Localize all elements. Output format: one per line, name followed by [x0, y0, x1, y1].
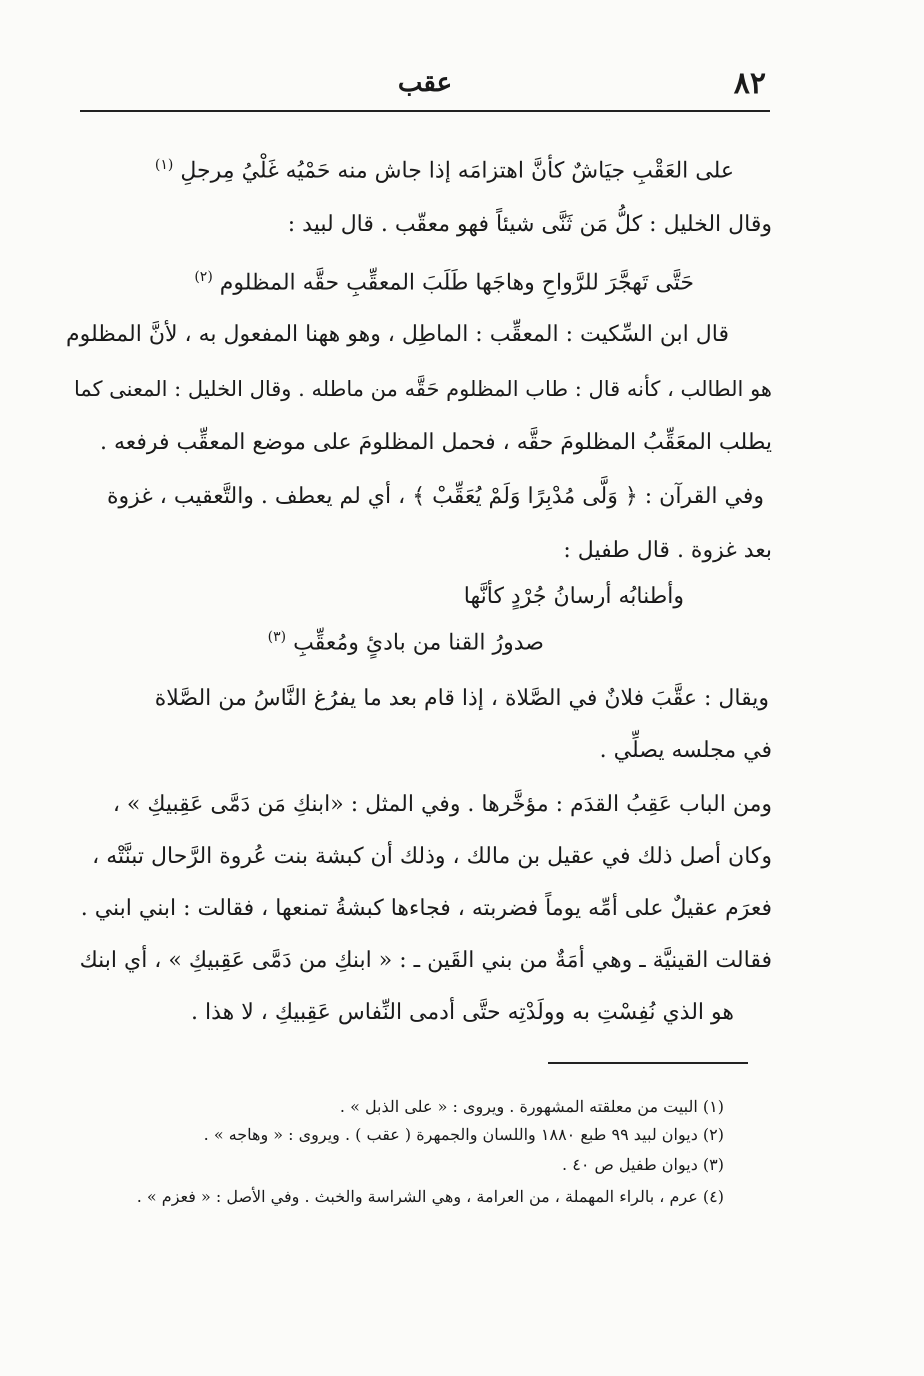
text-line: وفي القرآن : ﴿ وَلَّى مُدْبِرًا وَلَمْ يُعَقِّبْ ﴾ ، أي لم يعطف . والتَّعقيب ، غزوة [106, 484, 764, 509]
footnote-mark: (٢) [194, 269, 213, 285]
footnote-mark: (٣) [267, 629, 287, 645]
text-line: هو الذي نُفِسْتِ به وولَدْتِه حتَّى أدمى النِّفاس عَقِبيكِ ، لا هذا . [190, 1000, 734, 1025]
text-line: يطلب المعَقِّبُ المظلومَ حقَّه ، فحمل المظلومَ على موضع المعقِّب فرفعه . [99, 430, 772, 455]
header-rule [80, 110, 770, 112]
text-line: قال ابن السِّكيت : المعقِّب : الماطِل ، وهو ههنا المفعول به ، لأنَّ المظلوم [65, 322, 729, 347]
verse-line: حَتَّى تَهجَّرَ للرَّواحِ وهاجَها طَلَبَ المعقِّبِ حقَّه المظلوم $^{(٢)}$ [194, 269, 694, 296]
footnote: (٢) ديوان لبيد ٩٩ طبع ١٨٨٠ واللسان والجمهرة ( عقب ) . ويروى : « وهاجه » . [203, 1125, 724, 1144]
page-number: ٨٢ [733, 66, 766, 101]
running-title: عقب [397, 68, 453, 98]
text-line: في مجلسه يصلِّي . [599, 738, 772, 763]
page-header [80, 62, 770, 106]
text-line: ومن الباب عَقِبُ القدَم : مؤخَّرها . وفي المثل : «ابنكِ مَن دَمَّى عَقِبيكِ » ، [112, 792, 772, 817]
text-line: وكان أصل ذلك في عقيل بن مالك ، وذلك أن كبشة بنت عُروة الرَّحال تبنَّتْه ، [92, 844, 772, 869]
text-line: بعد غزوة . قال طفيل : [563, 538, 772, 563]
footnote-mark: (١) [154, 157, 174, 173]
footnote: (٣) ديوان طفيل ص ٤٠ . [562, 1155, 724, 1174]
verse-line: صدورُ القنا من بادئٍ ومُعقِّبِ $^{(٣)}$ [267, 629, 544, 656]
text-line: ويقال : عقَّبَ فلانٌ في الصَّلاة ، إذا قام بعد ما يفرُغ النَّاسُ من الصَّلاة [154, 686, 769, 711]
text-line: فقالت القينيَّة ـ وهي أمَةٌ من بني القَين ـ : « ابنكِ من دَمَّى عَقِبيكِ » ، أي ابنك [79, 948, 772, 973]
verse-line: على العَقْبِ جيَاشٌ كأنَّ اهتزامَه إذا جاش منه حَمْيُه غَلْيُ مِرجلِ $^{(١)}$ [154, 157, 734, 184]
text-line: فعرَم عقيلٌ على أمِّه يوماً فضربته ، فجاءها كبشةُ تمنعها ، فقالت : ابني ابني . [80, 896, 772, 921]
footnote-rule [548, 1062, 748, 1064]
text-line: هو الطالب ، كأنه قال : طاب المظلوم حَقَّه من ماطله . وقال الخليل : المعنى كما [73, 377, 772, 401]
footnote: (٤) عرم ، بالراء المهملة ، من العرامة ، وهي الشراسة والخبث . وفي الأصل : « فعزم » . [136, 1187, 724, 1206]
verse-line: وأطنابُه أرسانُ جُرْدٍ كأنَّها [463, 584, 684, 609]
footnote: (١) البيت من معلقته المشهورة . ويروى : « على الذبل » . [339, 1097, 724, 1116]
text-line: وقال الخليل : كلُّ مَن ثَنَّى شيئاً فهو معقّب . قال لبيد : [287, 212, 772, 237]
